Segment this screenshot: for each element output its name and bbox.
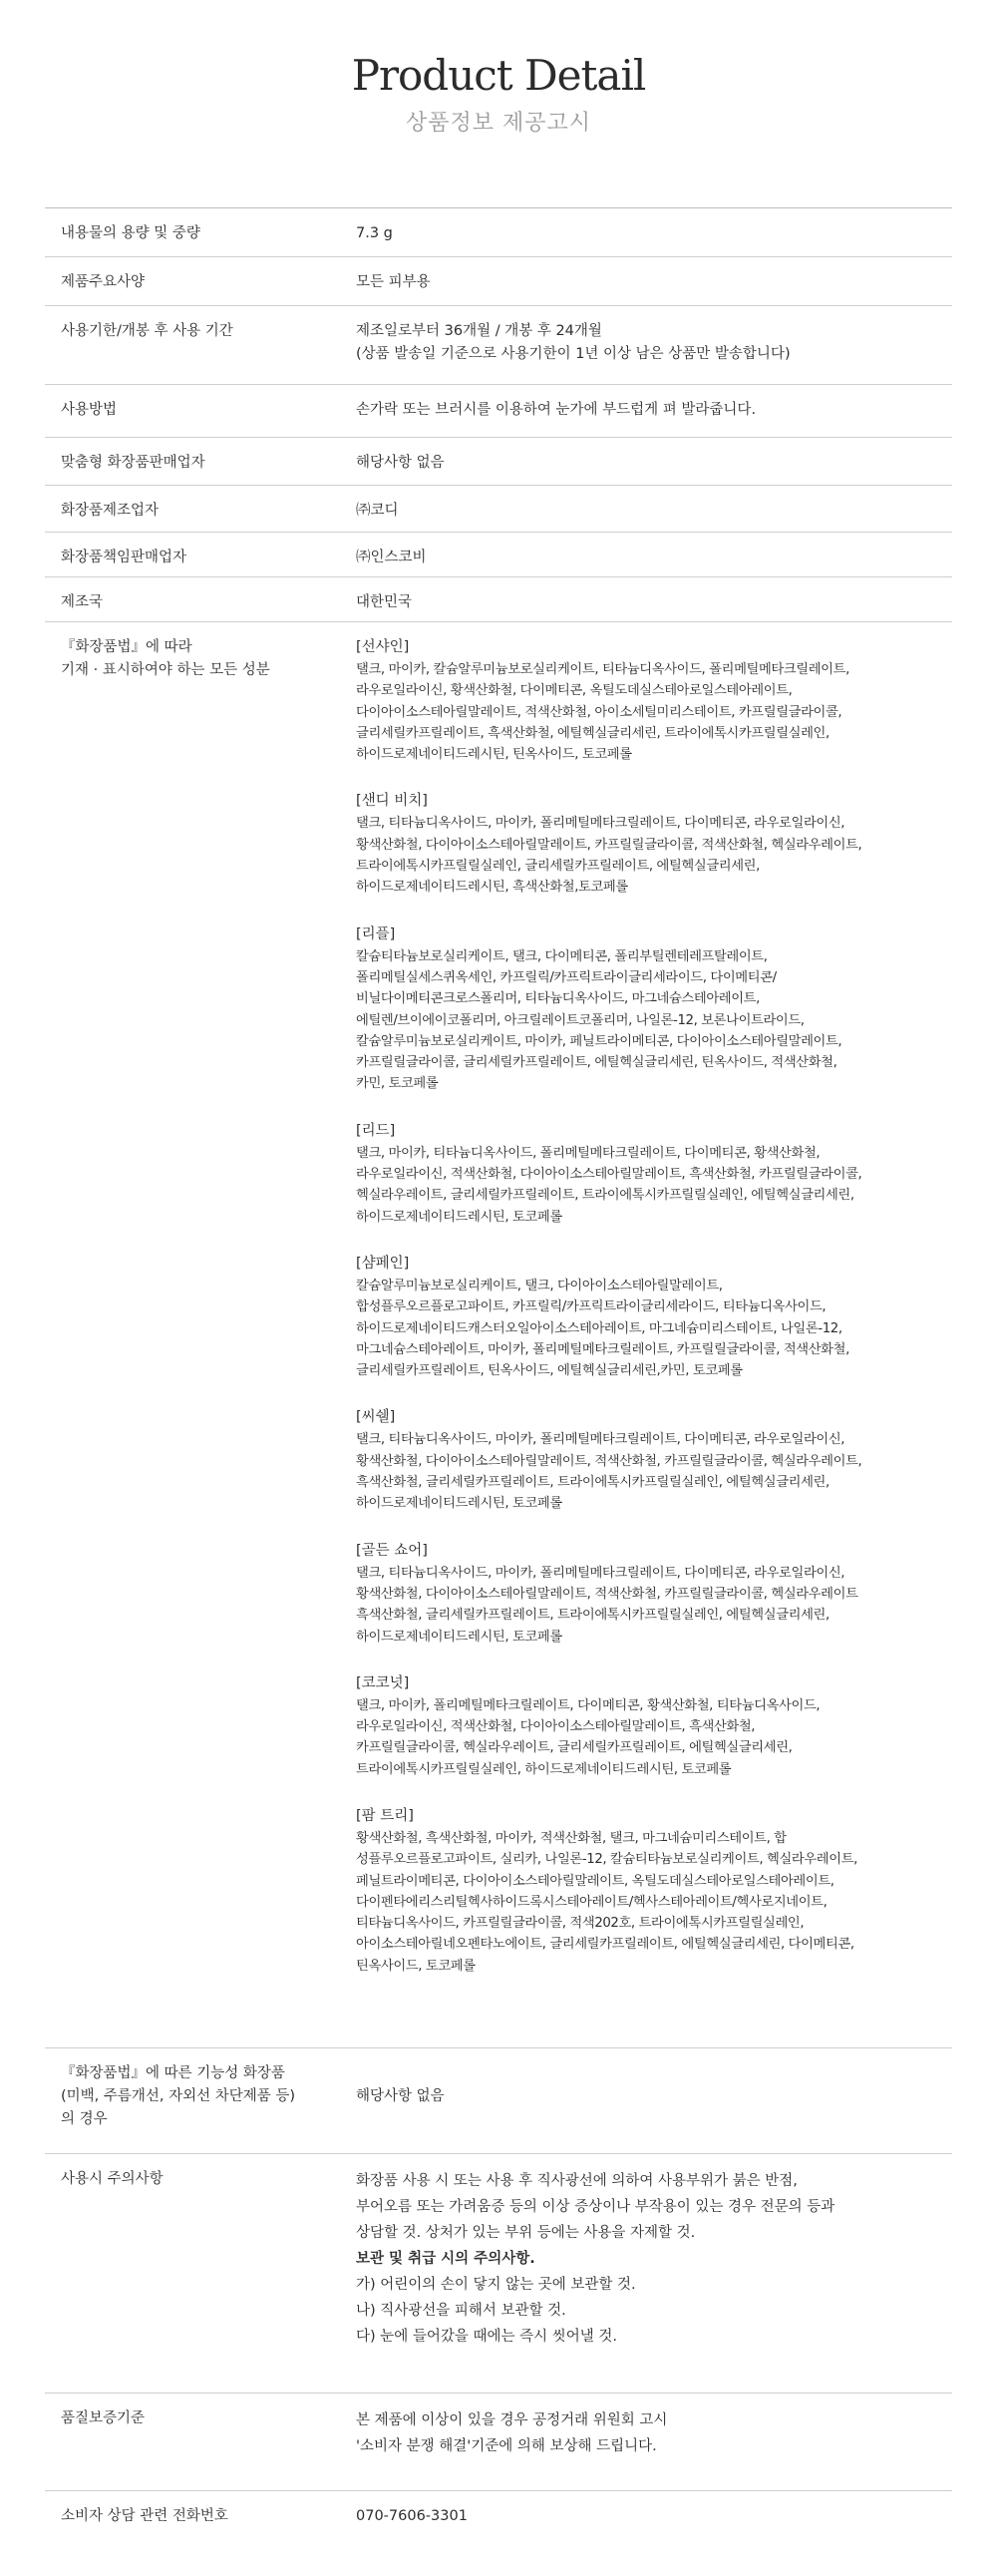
caution-line: 상담할 것. 상처가 있는 부위 등에는 사용을 자제할 것. — [356, 2225, 696, 2241]
label-line: 의 경우 — [61, 2111, 108, 2127]
row-label — [45, 622, 347, 2047]
ingredient-group — [356, 1540, 942, 1648]
ingredient-group-title: [샴페인] — [356, 1255, 410, 1272]
ingredient-line: 성플루오르플로고파이트, 실리카, 나일론-12, 칼슘티타늄보로실리케이트, 헥실라우레이트, — [356, 1852, 857, 1868]
ingredient-line: 아이소스테아릴네오펜타노에이트, 글리세릴카프릴레이트, 에틸헥실글리세린, 다이메티콘, — [356, 1937, 854, 1953]
row-label — [45, 2048, 347, 2153]
row-label: 사용방법 — [61, 402, 118, 418]
ingredient-group-body — [356, 1429, 942, 1514]
phone-number: 070-7606-3301 — [356, 2508, 468, 2524]
row-custom-seller — [45, 438, 952, 486]
caution-line: 화장품 사용 시 또는 사용 후 직사광선에 의하여 사용부위가 붉은 반점, — [356, 2173, 798, 2189]
ingredient-line: 트라이에톡시카프릴릴실레인, 하이드로제네이티드레시틴, 토코페롤 — [356, 1761, 732, 1777]
ingredient-line: 탤크, 마이카, 폴리메틸메타크릴레이트, 다이메티콘, 황색산화철, 티타늄디옥사이드, — [356, 1697, 821, 1713]
ingredient-line: 하이드로제네이티드레시틴, 토코페롤 — [356, 1496, 562, 1512]
ingredient-line: 다이아이소스테아릴말레이트, 적색산화철, 아이소세틸미리스테이트, 카프릴릴글라이콜, — [356, 704, 842, 720]
value-line: (상품 발송일 기준으로 사용기한이 1년 이상 남은 상품만 발송합니다) — [356, 346, 791, 362]
row-usage — [45, 385, 952, 438]
row-label: 화장품제조업자 — [61, 503, 160, 519]
ingredient-line: 탤크, 티타늄디옥사이드, 마이카, 폴리메틸메타크릴레이트, 다이메티콘, 라우로일라이신, — [356, 816, 845, 832]
ingredient-line: 하이드로제네이티드레시틴, 흑색산화철,토코페롤 — [356, 880, 628, 896]
ingredient-line: 트라이에톡시카프릴릴실레인, 글리세릴카프릴레이트, 에틸헥실글리세린, — [356, 859, 760, 875]
ingredient-line: 하이드로제네이티드레시틴, 토코페롤 — [356, 1629, 562, 1645]
ingredient-line: 흑색산화철, 글리세릴카프릴레이트, 트라이에톡시카프릴릴실레인, 에틸헥실글리세린, — [356, 1475, 830, 1491]
ingredient-line: 합성플루오르플로고파이트, 카프릴릭/카프릭트라이글리세라이드, 티타늄디옥사이드, — [356, 1299, 827, 1315]
ingredient-group — [356, 1120, 942, 1228]
row-label: 내용물의 용량 및 중량 — [61, 225, 200, 241]
ingredient-group-body — [356, 1276, 942, 1381]
storage-line: 가) 어린이의 손이 닿지 않는 곳에 보관할 것. — [356, 2277, 636, 2293]
ingredient-group-body — [356, 1828, 942, 1977]
ingredient-line: 에틸렌/브이에이코폴리머, 아크릴레이트코폴리머, 나일론-12, 보론나이트라이드, — [356, 1012, 805, 1028]
label-line: 『화장품법』에 따라 — [61, 639, 192, 655]
row-value: 해당사항 없음 — [356, 2088, 445, 2104]
ingredient-line: 카민, 토코페롤 — [356, 1076, 439, 1092]
storage-line: 다) 눈에 들어갔을 때에는 즉시 씻어낼 것. — [356, 2329, 618, 2345]
row-manufacturer — [45, 486, 952, 533]
ingredient-line: 글리세릴카프릴레이트, 틴옥사이드, 에틸헥실글리세린,카민, 토코페롤 — [356, 1363, 743, 1379]
ingredient-line: 하이드로제네이티드캐스터오일아이소스테아레이트, 마그네슘미리스테이트, 나일론-12, — [356, 1320, 842, 1336]
ingredient-group — [356, 790, 942, 898]
row-spec — [45, 257, 952, 306]
row-quality — [45, 2393, 952, 2491]
ingredient-group-title: [리플] — [356, 925, 396, 942]
row-value: 7.3 g — [356, 225, 393, 241]
ingredient-group-body — [356, 1143, 942, 1228]
row-value — [347, 2393, 952, 2490]
page-header — [0, 0, 997, 150]
ingredient-group — [356, 636, 942, 765]
ingredient-group-body — [356, 659, 942, 765]
row-label: 사용시 주의사항 — [61, 2171, 164, 2187]
ingredient-line: 마그네슘스테아레이트, 마이카, 폴리메틸메타크릴레이트, 카프릴릴글라이콜, 적색산화철, — [356, 1341, 849, 1357]
ingredient-line: 글리세릴카프릴레이트, 흑색산화철, 에틸헥실글리세린, 트라이에톡시카프릴릴실레인, — [356, 725, 830, 741]
product-info-table — [45, 207, 952, 2549]
row-label: 사용기한/개봉 후 사용 기간 — [61, 323, 233, 339]
ingredient-line: 칼슘알루미늄보로실리케이트, 마이카, 페닐트라이메티콘, 다이아이소스테아릴말레이트, — [356, 1033, 842, 1049]
ingredient-group — [356, 1406, 942, 1514]
row-value: 해당사항 없음 — [356, 455, 445, 471]
ingredient-group — [356, 1805, 942, 1977]
row-value: 대한민국 — [356, 594, 413, 610]
ingredient-line: 황색산화철, 다이아이소스테아릴말레이트, 적색산화철, 카프릴릴글라이콜, 헥실라우레이트, — [356, 1453, 862, 1469]
row-responsible-seller — [45, 533, 952, 577]
ingredient-line: 탤크, 마이카, 칼슘알루미늄보로실리케이트, 티타늄디옥사이드, 폴리메틸메타크릴레이트, — [356, 662, 849, 677]
storage-title: 보관 및 취급 시의 주의사항. — [356, 2251, 535, 2267]
ingredient-group-title: [팜 트리] — [356, 1807, 414, 1824]
ingredient-group-title: [샌디 비치] — [356, 793, 428, 810]
ingredient-line: 라우로일라이신, 황색산화철, 다이메티콘, 옥틸도데실스테아로일스테아레이트, — [356, 683, 793, 699]
ingredient-line: 폴리메틸실세스퀴옥세인, 카프릴릭/카프릭트라이글리세라이드, 다이메티콘/ — [356, 969, 777, 985]
row-value: 손가락 또는 브러시를 이용하여 눈가에 부드럽게 펴 발라줍니다. — [356, 402, 757, 418]
storage-line: 나) 직사광선을 피해서 보관할 것. — [356, 2303, 566, 2319]
ingredient-line: 다이펜타에리스리틸헥사하이드록시스테아레이트/헥사스테아레이트/헥사로지네이트, — [356, 1894, 828, 1910]
row-caution — [45, 2154, 952, 2393]
ingredient-line: 황색산화철, 다이아이소스테아릴말레이트, 카프릴릴글라이콜, 적색산화철, 헥실라우레이트, — [356, 837, 862, 853]
row-functional — [45, 2048, 952, 2154]
ingredient-group — [356, 1253, 942, 1381]
page-title: Product Detail — [351, 51, 646, 100]
ingredient-line: 칼슘알루미늄보로실리케이트, 탤크, 다이아이소스테아릴말레이트, — [356, 1278, 723, 1293]
row-value — [347, 306, 952, 384]
row-label: 제품주요사양 — [61, 274, 146, 290]
ingredient-group-body — [356, 946, 942, 1095]
ingredient-line: 라우로일라이신, 적색산화철, 다이아이소스테아릴말레이트, 흑색산화철, 카프릴릴글라이콜, — [356, 1167, 862, 1183]
ingredient-line: 라우로일라이신, 적색산화철, 다이아이소스테아릴말레이트, 흑색산화철, — [356, 1719, 756, 1735]
ingredient-group-title: [씨쉘] — [356, 1409, 396, 1426]
caution-line: 부어오름 또는 가려움증 등의 이상 증상이나 부작용이 있는 경우 전문의 등과 — [356, 2199, 835, 2215]
row-value: ㈜코디 — [356, 503, 399, 519]
ingredient-line: 황색산화철, 흑색산화철, 마이카, 적색산화철, 탤크, 마그네슘미리스테이트, 합 — [356, 1830, 787, 1846]
ingredient-line: 탤크, 티타늄디옥사이드, 마이카, 폴리메틸메타크릴레이트, 다이메티콘, 라우로일라이신, — [356, 1432, 845, 1448]
row-value: ㈜인스코비 — [356, 550, 427, 565]
row-label: 화장품책임판매업자 — [61, 550, 187, 565]
ingredient-line: 칼슘티타늄보로실리케이트, 탤크, 다이메티콘, 폴리부틸렌테레프탈레이트, — [356, 948, 768, 964]
value-line: 제조일로부터 36개월 / 개봉 후 24개월 — [356, 323, 602, 339]
row-ingredients — [45, 622, 952, 2048]
row-value — [347, 2154, 952, 2392]
ingredient-group-title: [코코넛] — [356, 1674, 410, 1691]
ingredient-line: 하이드로제네이티드레시틴, 토코페롤 — [356, 1209, 562, 1225]
ingredient-group-body — [356, 1563, 942, 1648]
ingredient-group-title: [리드] — [356, 1122, 396, 1139]
quality-line: '소비자 분쟁 해결'기준에 의해 보상해 드립니다. — [356, 2438, 657, 2454]
ingredient-group-body — [356, 1695, 942, 1780]
ingredient-line: 비닐다이메티콘크로스폴리머, 티타늄디옥사이드, 마그네슘스테아레이트, — [356, 991, 760, 1007]
ingredient-line: 틴옥사이드, 토코페롤 — [356, 1958, 476, 1974]
row-label: 맞춤형 화장품판매업자 — [61, 455, 205, 471]
row-phone — [45, 2491, 952, 2549]
label-line: 기재 · 표시하여야 하는 모든 성분 — [61, 662, 270, 678]
ingredient-line: 흑색산화철, 글리세릴카프릴레이트, 트라이에톡시카프릴릴실레인, 에틸헥실글리세린, — [356, 1608, 830, 1624]
row-label: 품질보증기준 — [61, 2410, 146, 2426]
ingredient-line: 탤크, 마이카, 티타늄디옥사이드, 폴리메틸메타크릴레이트, 다이메티콘, 황색산화철, — [356, 1145, 821, 1161]
row-label: 제조국 — [61, 594, 104, 610]
ingredient-line: 카프릴릴글라이콜, 헥실라우레이트, 글리세릴카프릴레이트, 에틸헥실글리세린, — [356, 1740, 793, 1756]
ingredients-list — [347, 622, 952, 2047]
row-expiry — [45, 306, 952, 385]
ingredient-group-title: [골든 쇼어] — [356, 1542, 428, 1559]
row-value: 모든 피부용 — [356, 274, 431, 290]
label-line: (미백, 주름개선, 자외선 차단제품 등) — [61, 2088, 296, 2104]
ingredient-group-body — [356, 813, 942, 898]
row-origin — [45, 577, 952, 622]
ingredient-line: 티타늄디옥사이드, 카프릴릴글라이콜, 적색202호, 트라이에톡시카프릴릴실레인, — [356, 1916, 805, 1932]
ingredient-line: 헥실라우레이트, 글리세릴카프릴레이트, 트라이에톡시카프릴릴실레인, 에틸헥실글리세린, — [356, 1188, 854, 1204]
row-capacity — [45, 208, 952, 257]
ingredient-line: 탤크, 티타늄디옥사이드, 마이카, 폴리메틸메타크릴레이트, 다이메티콘, 라우로일라이신, — [356, 1565, 845, 1581]
ingredient-line: 페닐트라이메티콘, 다이아이소스테아릴말레이트, 옥틸도데실스테아로일스테아레이트, — [356, 1873, 834, 1889]
page-subtitle: 상품정보 제공고시 — [405, 111, 591, 137]
quality-line: 본 제품에 이상이 있을 경우 공정거래 위원회 고시 — [356, 2412, 668, 2428]
ingredient-line: 하이드로제네이티드레시틴, 틴옥사이드, 토코페롤 — [356, 747, 632, 763]
label-line: 『화장품법』에 따른 기능성 화장품 — [61, 2065, 285, 2081]
ingredient-line: 카프릴릴글라이콜, 글리세릴카프릴레이트, 에틸헥실글리세린, 틴옥사이드, 적색산화철, — [356, 1055, 837, 1071]
row-label: 소비자 상담 관련 전화번호 — [61, 2508, 228, 2524]
ingredient-group — [356, 1672, 942, 1780]
ingredient-group — [356, 923, 942, 1095]
ingredient-group-title: [선샤인] — [356, 639, 410, 655]
ingredient-line: 황색산화철, 다이아이소스테아릴말레이트, 적색산화철, 카프릴릴글라이콜, 헥실라우레이트 — [356, 1586, 858, 1602]
